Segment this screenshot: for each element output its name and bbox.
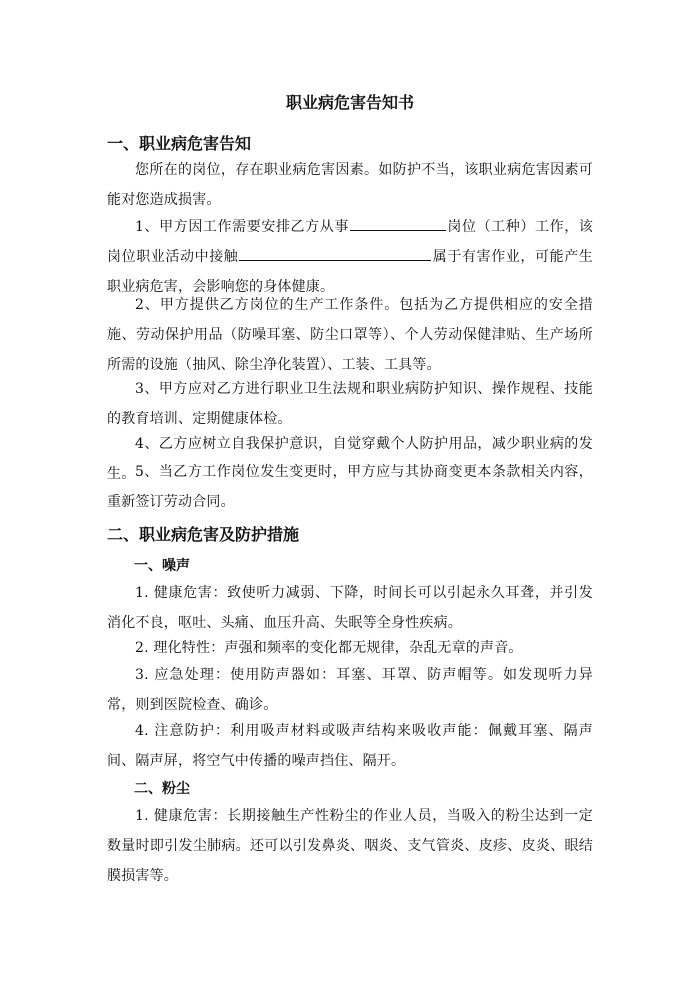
paragraph-item-1 [107, 212, 593, 302]
item-1-text-a: 1、甲方因工作需要安排乙方从事 [135, 219, 349, 235]
section-heading-hazards-and-protection: 二、职业病危害及防护措施 [107, 525, 300, 544]
paragraph-item-3: 3、甲方应对乙方进行职业卫生法规和职业病防护知识、操作规程、技能的教育培训、定期健康体检。 [107, 381, 593, 427]
job-position-blank[interactable] [350, 216, 446, 231]
paragraph-item-4: 4、乙方应树立自我保护意识，自觉穿戴个人防护用品，减少职业病的发生。 [107, 436, 593, 482]
subheading-noise: 一、噪声 [134, 558, 190, 574]
item-1-text-b: 岗位（工种）工作，该岗位职业活动中接触 [107, 219, 593, 265]
paragraph-noise-2: 2. 理化特性：声强和频率的变化都无规律，杂乱无章的声音。 [135, 640, 523, 656]
hazard-exposure-blank[interactable] [239, 246, 431, 261]
paragraph-noise-3: 3. 应急处理：使用防声器如：耳塞、耳罩、防声帽等。如发现听力异常，则到医院检查、确诊。 [107, 667, 593, 713]
paragraph-dust-1: 1. 健康危害：长期接触生产性粉尘的作业人员，当吸入的粉尘达到一定数量时即引发尘肺病。还可以引发鼻炎、咽炎、支气管炎、皮疹、皮炎、眼结膜损害等。 [107, 808, 593, 884]
item-1-text-c: 属于有害作业，可能产生职业病危害，会影响您的身体健康。 [107, 249, 593, 295]
document-title: 职业病危害告知书 [285, 93, 414, 112]
section-heading-hazard-notice: 一、职业病危害告知 [107, 134, 252, 153]
paragraph-noise-1: 1. 健康危害：致使听力减弱、下降，时间长可以引起永久耳聋，并引发消化不良，呕吐、头痛、血压升高、失眠等全身性疾病。 [107, 585, 593, 631]
paragraph-item-2: 2、甲方提供乙方岗位的生产工作条件。包括为乙方提供相应的安全措施、劳动保护用品（防噪耳塞、防尘口罩等）、个人劳动保健津贴、生产场所所需的设施（抽风、除尘净化装置）、工装、工具等。 [107, 297, 593, 373]
paragraph-intro: 您所在的岗位，存在职业病危害因素。如防护不当，该职业病危害因素可能对您造成损害。 [107, 162, 593, 208]
paragraph-noise-4: 4. 注意防护：利用吸声材料或吸声结构来吸收声能：佩戴耳塞、隔声间、隔声屏，将空气中传播的噪声挡住、隔开。 [107, 723, 593, 769]
paragraph-item-5: 5、当乙方工作岗位发生变更时，甲方应与其协商变更本条款相关内容，重新签订劳动合同。 [107, 464, 593, 510]
subheading-dust: 二、粉尘 [134, 781, 190, 797]
